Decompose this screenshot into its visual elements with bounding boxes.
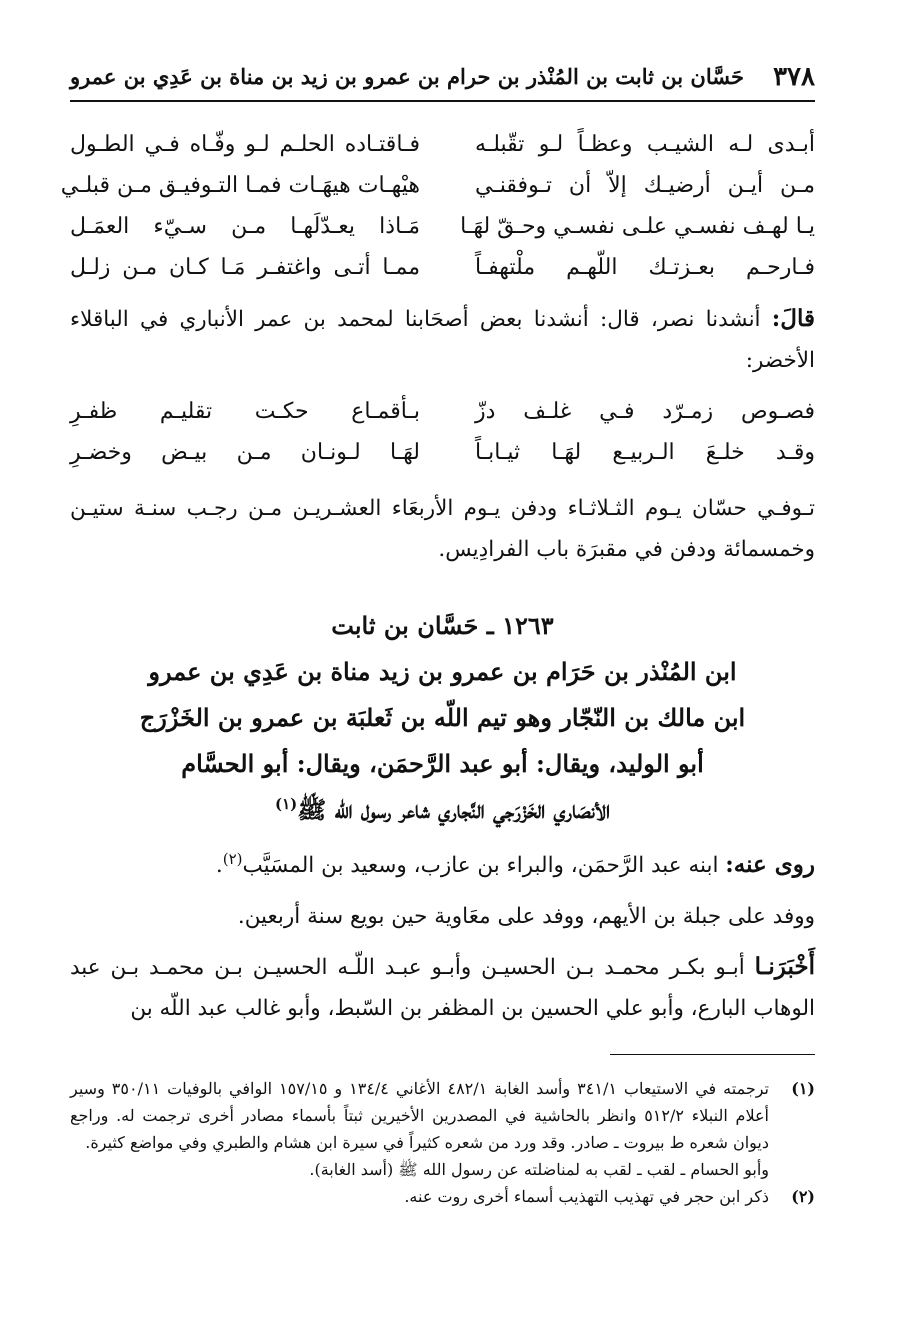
paragraph-tail: . (215, 853, 223, 878)
paragraph-qal (70, 298, 815, 381)
verse-line (70, 206, 815, 247)
second-hemistich: بـأقمـاع حكـت تقليـم ظفـرِ (70, 399, 420, 424)
verse-line (60, 165, 815, 206)
first-hemistich: وقـد خلـعَ الـربيـع لهَـا ثيـابـاً (475, 440, 815, 465)
paragraph-riwaya (70, 844, 815, 886)
entry-lineage-1: ابن المُنْذر بن حَرَام بن عمرو بن زيد مناة بن عَدِي بن عمرو (148, 657, 737, 686)
first-hemistich: فـارحـم بعـزتـك اللّهـم ملْتهفـاً (475, 255, 815, 280)
entry-kunya: أبو الوليد، ويقال: أبو عبد الرَّحمَن، ويقال: أبو الحسَّام (181, 749, 704, 778)
footnote-text: ترجمته في الاستيعاب ٣٤١/١ وأسد الغابة ٤٨٢/١ الأغاني ١٣٤/٤ و ١٥٧/١٥ الوافي بالوفيات ٣٥٠/١١ وسير أعلام النبلاء ٥١٢/٢ وانظر بالحاشية في المصدرين الأخيرين ثبتاً بأسماء مصادر أخرى ترجمت له. وراجع ديوان شعره ط بيروت ـ صادر. وقد ورد من شعره كثيراً في سيرة ابن هشام والطبري وفي مواضع كثيرة. (70, 1079, 770, 1152)
first-hemistich: يـا لهـف نفسـي علـى نفسـي وحـقّ لهَـا (460, 214, 815, 239)
paragraph-text: ابنه عبد الرَّحمَن، والبراء بن عازب، وسعيد بن المسَيَّب (242, 853, 726, 878)
entry-nisba-text: الأنصَاري الخَزْرَجي النَّجاري شاعر رسول الله ﷺ (297, 795, 611, 824)
footnote-ref: (١) (274, 795, 298, 813)
verse-line (70, 391, 815, 432)
second-hemistich: ممـا أتـى واغتفـر مَـا كـان مـن زلـل (70, 255, 420, 280)
header-rule (70, 100, 815, 102)
first-hemistich: أبـدى لـه الشيـب وعظـاً لـو تقّبلـه (475, 132, 815, 157)
verse-line (70, 432, 815, 473)
footnote (70, 1183, 815, 1210)
verse-line (70, 124, 815, 165)
footnote-number: (٢) (791, 1187, 815, 1206)
paragraph-akhbarana (70, 946, 815, 1029)
paragraph-lead: روى عنه: (725, 851, 815, 878)
paragraph-lead: أَخْبَرَنـا (754, 953, 815, 980)
entry-title: ١٢٦٣ ـ حَسَّان بن ثابت (331, 611, 554, 640)
second-hemistich: لهَـا لـونـان مـن بيـض وخضـرِ (70, 440, 420, 465)
running-head: حَسَّان بن ثابت بن المُنْذر بن حرام بن عمرو بن زيد بن مناة بن عَدِي بن عمرو (70, 64, 744, 89)
second-hemistich: مَـاذا يعـدّلَهـا مـن سـيّء العمَـل (70, 214, 420, 239)
paragraph-text: أبـو بكـر محمـد بـن الحسيـن وأبـو عبـد اللّـه الحسيـن بـن محمـد بـن عبد الوهاب البارع، وأبو علي الحسين بن المظفر بن السّبط، وأبو غالب عبد اللّه بن (70, 955, 815, 1021)
footnote-text: وأبو الحسام ـ لقب ـ لقب به لمناضلته عن رسول الله ﷺ (أسد الغابة). (309, 1160, 769, 1179)
footnotes (70, 1075, 815, 1210)
footnote-ref: (٢) (222, 849, 243, 868)
verse-line (70, 247, 815, 288)
page-number: ٣٧٨ (773, 62, 815, 92)
entry-nisba (70, 788, 815, 832)
entry-lineage-2: ابن مالك بن النّجّار وهو تيم اللّه بن ثَعلبَة بن عمرو بن الخَزْرَج (139, 703, 746, 732)
second-hemistich: فـاقتـاده الحلـم لـو وفّـاه فـي الطـول (70, 132, 420, 157)
first-hemistich: مـن أيـن أرضيـك إلاّ أن تـوفقنـي (475, 173, 815, 198)
footnote-continuation (70, 1156, 815, 1183)
footnote (70, 1075, 815, 1156)
paragraph-wafad: ووفد على جبلة بن الأيهم، ووفد على معَاوية حين بويع سنة أربعين. (237, 904, 815, 929)
footnote-rule (610, 1054, 815, 1055)
paragraph-death: تـوفـي حسّان يـوم الثـلاثـاء ودفن يـوم الأربعَاء العشـريـن مـن رجـب سنـة ستيـن وخمسمائة ودفن في مقبرَة باب الفرادِيس. (70, 496, 815, 562)
second-hemistich: هيْهـات هيهَـات فمـا التـوفيـق مـن قبلـي (60, 173, 420, 198)
footnote-number: (١) (791, 1079, 815, 1098)
first-hemistich: فصـوص زمـرّد فـي غلـف دزّ (475, 399, 815, 424)
paragraph-text: أنشدنا نصر، قال: أنشدنا بعض أصحَابنا لمحمد بن عمر الأنباري في الباقلاء الأخضر: (70, 307, 815, 373)
footnote-text: ذكر ابن حجر في تهذيب التهذيب أسماء أخرى روت عنه. (404, 1187, 769, 1206)
paragraph-lead: قالَ: (771, 305, 815, 332)
poem-top (60, 124, 815, 288)
poem-middle (70, 391, 815, 473)
page-header (70, 62, 815, 96)
